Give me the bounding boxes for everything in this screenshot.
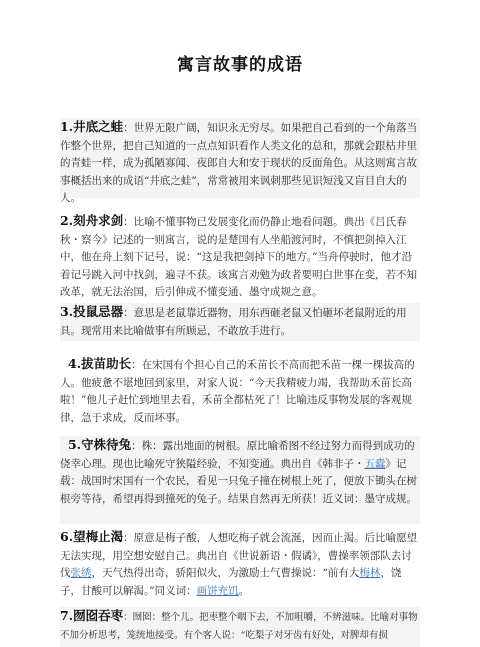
entry-link-zhangxiu[interactable]: 张绣	[70, 567, 92, 579]
entry-idiom: 投鼠忌器	[73, 304, 124, 319]
entry-text-end: 。	[238, 584, 250, 597]
entry-separator: ：	[131, 359, 142, 371]
entry-number: 1.	[60, 119, 74, 134]
entry-separator: ：	[123, 122, 134, 134]
idiom-entry-7	[60, 607, 420, 647]
idiom-entry-3	[60, 303, 420, 341]
entry-link-wudu[interactable]: 五蠹	[364, 457, 386, 470]
entry-separator: ：	[123, 532, 134, 544]
entry-text-cont: 》记载：战国时宋国有一个农民，看见一只兔子撞在树根上死了，便放下锄头在树根旁等待，希望再得到撞死的兔子。结果自然再无所获！近义词：墨守成规。	[60, 457, 417, 505]
entry-text: 囫囵：整个儿。把枣整个咽下去，不加咀嚼，不辨滋味。比喻对事物不加分析思考，笼统地接受。有个客人说：“吃梨子对牙齿有好处，对脾却有损	[60, 612, 418, 641]
page-title: 寓言故事的成语	[177, 55, 303, 75]
entry-idiom: 井底之蛙	[73, 119, 124, 134]
entry-number: 7.	[60, 608, 74, 623]
entry-text: 意思是老鼠靠近器物，用东西砸老鼠又怕砸坏老鼠附近的用具。现常用来比喻做事有所顾忌，不敢放手进行。	[60, 307, 407, 337]
entry-number: 3.	[60, 304, 74, 319]
entry-idiom: 囫囵吞枣	[73, 608, 124, 623]
entry-number: 5.	[68, 437, 82, 452]
entry-idiom: 望梅止渴	[73, 529, 124, 544]
entry-link-huabingchongji[interactable]: 画饼充饥	[196, 584, 239, 597]
entry-text-cont: ，天气热得出奇，骄阳似火，为激励士气曹操说：“前有大	[91, 567, 360, 579]
entry-text: 世界无限广阔，知识永无穷尽。如果把自己看到的一个角落当作整个世界，把自己知道的一点点知识看作人类文化的总和，那就会跟枯井里的青蛙一样，成为孤陋寡闻、夜郎自大和安于现状的反面角色。从这则寓言故事概括出来的成语“井底之蛙”，常常被用来讽刺那些见识短浅又盲目自大的人。	[60, 122, 418, 204]
entry-number: 4.	[68, 356, 82, 371]
entry-idiom: 守株待兔	[81, 437, 132, 452]
entry-text: 原意是梅子酸，人想吃梅子就会流涎，因而止渴。后比喻愿望无法实现，用空想安慰自己。典出自《世说新语・假谲》，曹操率领部队去讨伐	[60, 532, 418, 579]
entry-idiom: 刻舟求剑	[73, 213, 124, 228]
idiom-entry-1	[60, 118, 420, 204]
entry-text: 比喻不懂事物已发展变化而仍静止地看问题。典出《吕氏春秋・察今》记述的一则寓言，说的是楚国有人坐船渡河时，不慎把剑掉入江中，他在舟上刻下记号，说：“这是我把剑掉下的地方。”当舟停驶时，他才沿着记号跳入河中找剑，遍寻不获。该寓言劝勉为政者要明白世事在变，若不知改革，就无法治国，后引伸成不懂变通、墨守成规之意。	[60, 216, 417, 298]
entry-number: 6.	[60, 529, 74, 544]
idiom-entry-4	[60, 355, 420, 425]
entry-separator: ：	[123, 216, 134, 228]
entry-text: 株：露出地面的树根。原比喻希图不经过努力而得到成功的侥幸心理。现也比喻死守狭隘经验，不知变通。典出自《韩非子・	[60, 440, 415, 470]
idiom-entry-6	[60, 528, 420, 602]
entry-separator: ：	[131, 440, 142, 452]
entry-number: 2.	[60, 213, 74, 228]
entry-idiom: 拔苗助长	[81, 356, 132, 371]
entry-separator: ：	[123, 307, 134, 319]
entry-separator: ：	[123, 612, 133, 623]
idiom-entry-2	[60, 212, 420, 314]
entry-link-meilin[interactable]: 梅林	[359, 567, 381, 579]
entry-text: 在宋国有个担心自己的禾苗长不高而把禾苗一棵一棵拔高的人。他疲惫不堪地回到家里，对家人说：“今天我精疲力竭，我帮助禾苗长高啦！”他儿子赶忙到地里去看，禾苗全都枯死了！比喻违反事物发展的客观规律，急于求成，反而坏事。	[60, 359, 415, 424]
idiom-entry-5	[60, 436, 420, 524]
entry-text-cont-2: ，饶子，甘酸可以解渴。”同义词：	[60, 567, 402, 597]
